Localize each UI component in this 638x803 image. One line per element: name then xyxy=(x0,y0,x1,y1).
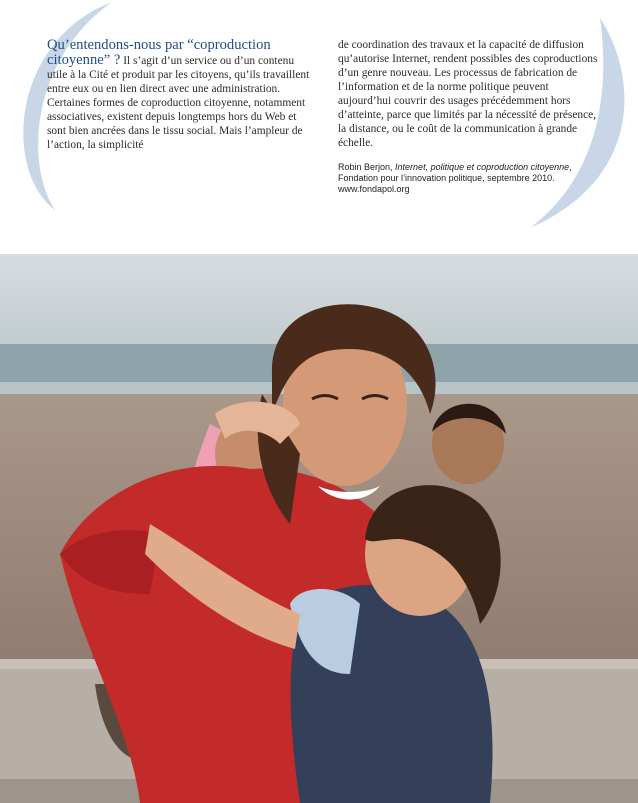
citation-author: Robin Berjon, xyxy=(338,162,396,172)
citation xyxy=(338,162,602,195)
article-heading: Qu’entendons-nous par “coproduction citoyenne” ? xyxy=(47,37,271,68)
article-paragraph-left: Il s’agit d’un service ou d’un contenu utile à la Cité et produit par les citoyens, qu’ils travaillent entre eux ou en lien direct avec une administration. Certaines formes de coproduction citoyenne, notamment associatives, existent depuis longtemps hors du Web et sont bien ancrées dans le tissu social. Mais l’ampleur de l’action, la simplicité xyxy=(47,55,310,151)
photo-illustration xyxy=(0,254,638,803)
citation-url[interactable]: www.fondapol.org xyxy=(338,184,410,194)
article-column-right xyxy=(338,38,602,195)
article-column-left xyxy=(47,38,311,152)
citation-title: Internet, politique et coproduction citoyenne xyxy=(395,162,570,172)
family-beach-photo xyxy=(0,254,638,803)
quote-section xyxy=(0,0,638,254)
article-paragraph-right: de coordination des travaux et la capacité de diffusion qu’autorise Internet, rendent possibles des coproductions d’un genre nouveau. Les processus de fabrication de l’information et de la norme politique peuvent aujourd’hui couvrir des usages précédemment hors d’atteinte, parce que limités par la nécessité de présence, la distance, ou le coût de la communication à grande échelle. xyxy=(338,39,598,149)
citation-publisher: , Fondation pour l’innovation politique, septembre 2010. xyxy=(338,162,572,183)
